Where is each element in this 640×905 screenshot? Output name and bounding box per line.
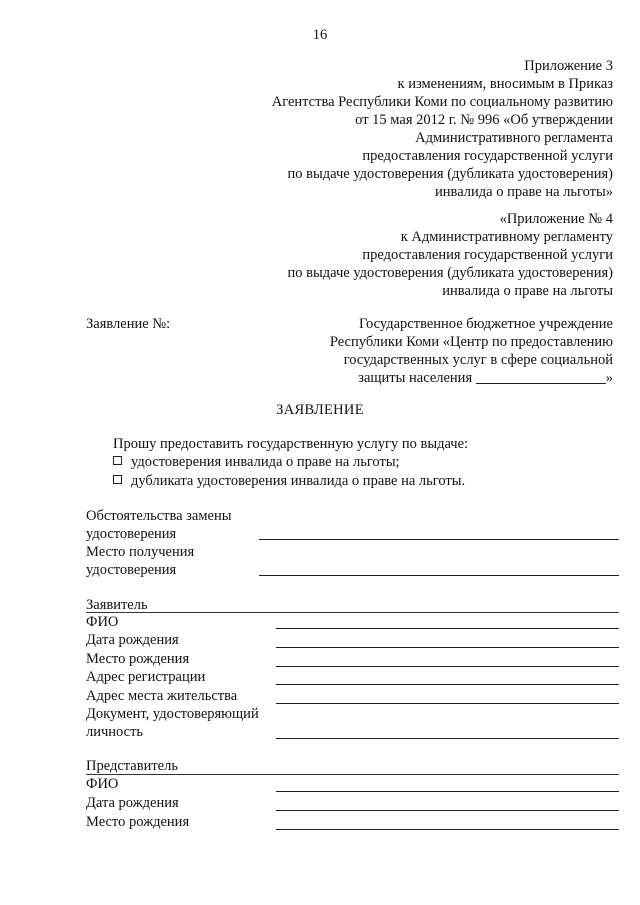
appendix-3-line: к изменениям, вносимым в Приказ (397, 76, 613, 92)
appendix-3-line: Агентства Республики Коми по социальному развитию (271, 94, 613, 110)
checkbox[interactable] (113, 456, 122, 465)
addressee-line: защиты населения (358, 370, 473, 386)
place-of-receipt-label (86, 543, 194, 579)
label-line: удостоверения (86, 562, 177, 578)
applicant-residence-label: Адрес места жительства (86, 688, 238, 704)
appendix-3-line: инвалида о праве на льготы» (435, 184, 613, 200)
addressee-closing-quote: » (605, 370, 613, 386)
label-line: Обстоятельства замены (86, 508, 232, 524)
applicant-fio-field[interactable] (276, 628, 619, 629)
addressee-last-line (330, 369, 613, 387)
representative-fio-label: ФИО (86, 776, 119, 792)
request-text: Прошу предоставить государственную услугу по выдаче: (113, 436, 469, 452)
appendix-4-line: по выдаче удостоверения (дубликата удостоверения) (287, 265, 613, 281)
document-title: ЗАЯВЛЕНИЕ (276, 402, 364, 418)
applicant-id-document-field[interactable] (276, 738, 619, 739)
option-label: дубликата удостоверения инвалида о праве на льготы. (131, 473, 466, 489)
option-certificate[interactable] (113, 453, 400, 471)
section-divider (86, 612, 619, 613)
checkbox[interactable] (113, 475, 122, 484)
label-line: Документ, удостоверяющий (86, 706, 259, 722)
appendix-4-line: к Административному регламенту (400, 229, 613, 245)
applicant-birth-date-field[interactable] (276, 647, 619, 648)
addressee-line: Республики Коми «Центр по предоставлению (329, 334, 613, 350)
addressee-line: Государственное бюджетное учреждение (358, 316, 613, 332)
representative-heading: Представитель (86, 758, 178, 774)
appendix-4-line: «Приложение № 4 (499, 211, 613, 227)
addressee-block (330, 315, 613, 387)
applicant-fio-label: ФИО (86, 614, 119, 630)
circumstances-label (86, 507, 231, 543)
appendix-3-header (272, 57, 613, 201)
representative-birth-date-label: Дата рождения (86, 795, 179, 811)
appendix-3-line: предоставления государственной услуги (362, 148, 613, 164)
applicant-id-document-label (86, 705, 259, 741)
applicant-registration-label: Адрес регистрации (86, 669, 206, 685)
label-line: удостоверения (86, 526, 177, 542)
option-label: удостоверения инвалида о праве на льготы; (131, 454, 400, 470)
applicant-birth-place-field[interactable] (276, 666, 619, 667)
applicant-birth-place-label: Место рождения (86, 651, 190, 667)
section-divider (86, 774, 619, 775)
page-number: 16 (312, 27, 328, 43)
applicant-registration-field[interactable] (276, 684, 619, 685)
applicant-heading: Заявитель (86, 597, 148, 613)
appendix-4-header (288, 210, 613, 300)
addressee-line: государственных услуг в сфере социальной (343, 352, 613, 368)
circumstances-field[interactable] (259, 539, 619, 540)
appendix-3-line: по выдаче удостоверения (дубликата удостоверения) (287, 166, 613, 182)
applicant-birth-date-label: Дата рождения (86, 632, 179, 648)
appendix-3-line: от 15 мая 2012 г. № 996 «Об утверждении (355, 112, 613, 128)
label-line: личность (86, 724, 144, 740)
representative-fio-field[interactable] (276, 791, 619, 792)
representative-birth-place-field[interactable] (276, 829, 619, 830)
label-line: Место получения (86, 544, 195, 560)
representative-birth-place-label: Место рождения (86, 814, 190, 830)
appendix-3-line: Административного регламента (415, 130, 613, 146)
appendix-4-line: предоставления государственной услуги (362, 247, 613, 263)
department-fill-line[interactable] (476, 369, 606, 384)
appendix-4-line: инвалида о праве на льготы (442, 283, 613, 299)
option-duplicate[interactable] (113, 472, 465, 490)
appendix-3-line: Приложение 3 (524, 58, 613, 74)
statement-number-label: Заявление №: (86, 316, 171, 332)
applicant-residence-field[interactable] (276, 703, 619, 704)
place-of-receipt-field[interactable] (259, 575, 619, 576)
representative-birth-date-field[interactable] (276, 810, 619, 811)
